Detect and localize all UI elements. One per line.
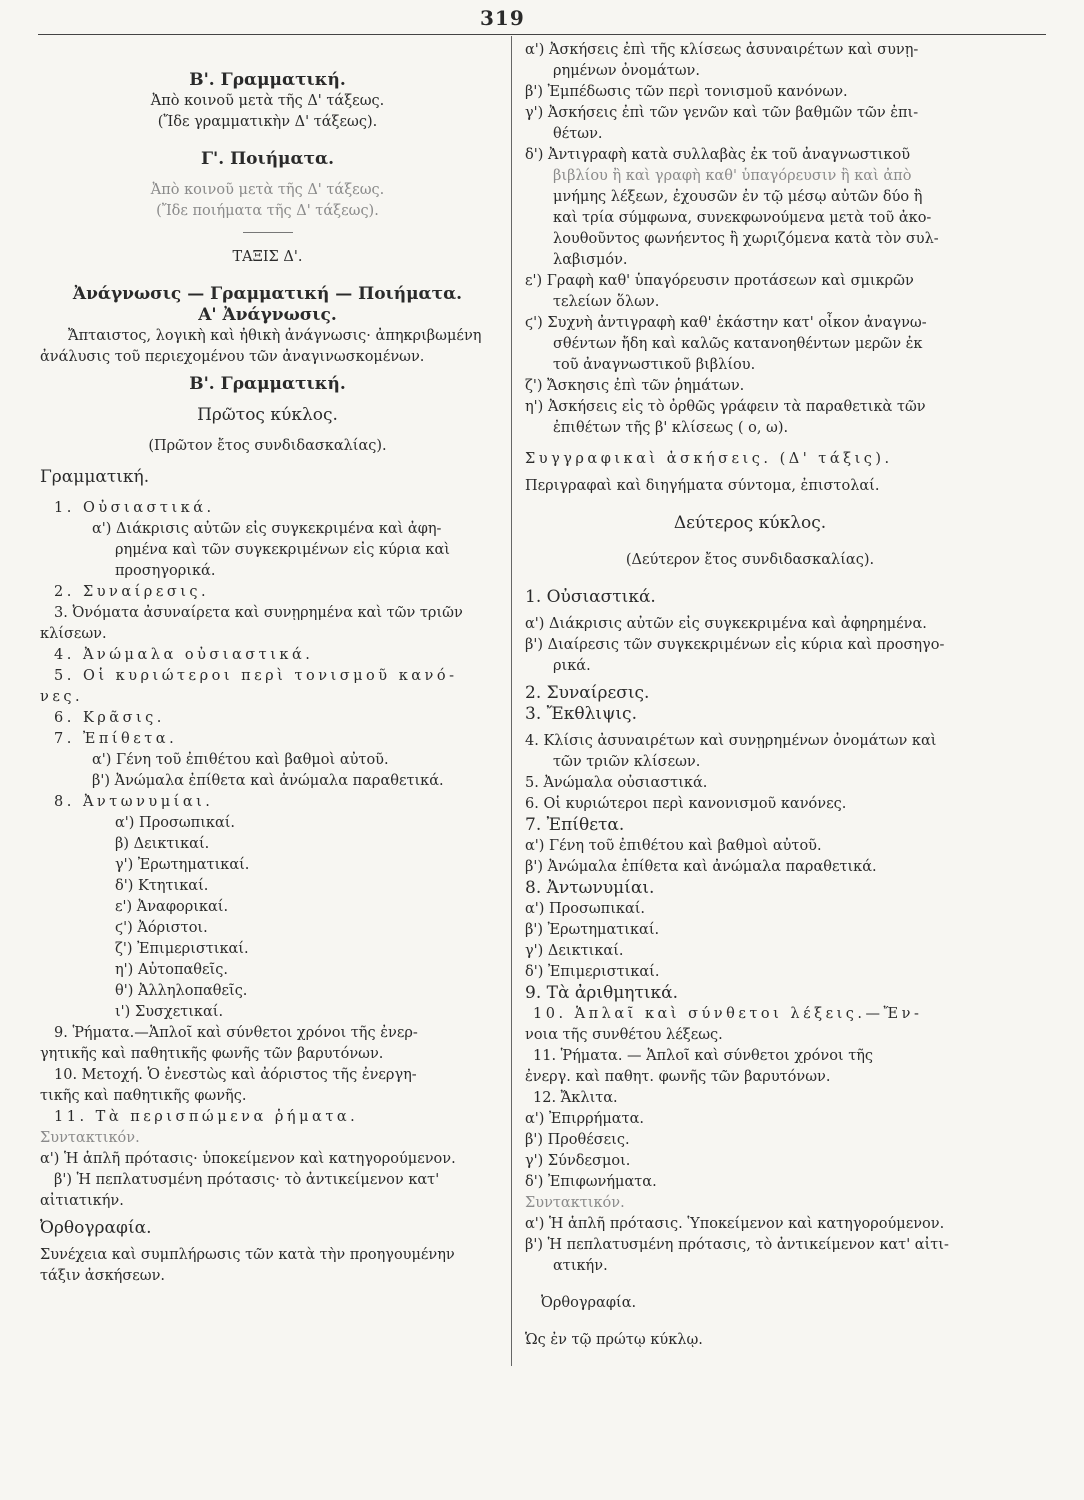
- list-item: α') Ἡ ἁπλῆ πρότασις· ὑποκείμενον καὶ κατηγορούμενον.: [40, 1151, 456, 1167]
- cycle-heading: Δεύτερος κύκλος.: [673, 513, 827, 533]
- list-item: ρικά.: [553, 658, 591, 674]
- subheading: Ὀρθογραφία.: [541, 1295, 637, 1311]
- list-item: γ') Σύνδεσμοι.: [525, 1153, 631, 1169]
- cycle-heading: Πρῶτος κύκλος.: [197, 405, 338, 425]
- list-item: προσηγορικά.: [115, 563, 216, 579]
- list-item: δ') Ἐπιμεριστικαί.: [525, 964, 660, 980]
- list-item: 9. Τὰ ἀριθμητικά.: [525, 983, 679, 1003]
- list-item: 6. Κρᾶσις.: [54, 710, 165, 726]
- list-item: 10. Ἁπλαῖ καὶ σύνθετοι λέξεις.—Ἔν-: [533, 1006, 923, 1022]
- list-item: ϛ') Συχνὴ ἀντιγραφὴ καθ' ἑκάστην κατ' οἶκον ἀναγνω-: [525, 315, 927, 331]
- list-item: σθέντων ἤδη καὶ καλῶς κατανοηθέντων μερῶν ἐκ: [553, 336, 923, 352]
- list-item: 6. Οἱ κυριώτεροι περὶ κανονισμοῦ κανόνες.: [525, 796, 847, 812]
- list-item: 8. Ἀντωνυμίαι.: [525, 878, 655, 898]
- list-item: μνήμης λέξεων, ἐχουσῶν ἐν τῷ μέσῳ αὐτῶν δύο ἢ: [553, 189, 923, 205]
- list-item: α') Γένη τοῦ ἐπιθέτου καὶ βαθμοὶ αὐτοῦ.: [525, 838, 822, 854]
- list-item: 11. Ῥήματα. — Ἁπλοῖ καὶ σύνθετοι χρόνοι τῆς: [533, 1048, 874, 1064]
- list-item: α') Διάκρισις αὐτῶν εἰς συγκεκριμένα καὶ ἀφη-: [92, 521, 442, 537]
- list-item: δ') Ἀντιγραφὴ κατὰ συλλαβὰς ἐκ τοῦ ἀναγνωστικοῦ: [525, 147, 911, 163]
- list-item: ζ') Ἄσκησις ἐπὶ τῶν ῥημάτων.: [525, 378, 745, 394]
- list-item: καὶ τρία σύμφωνα, συνεκφωνούμενα μετὰ τοῦ ἀκο-: [553, 210, 932, 226]
- list-item: 2. Συναίρεσις.: [525, 683, 650, 703]
- list-item: β') Ἐμπέδωσις τῶν περὶ τονισμοῦ κανόνων.: [525, 84, 848, 100]
- list-item: β') Ἐρωτηματικαί.: [525, 922, 660, 938]
- list-item: γητικῆς καὶ παθητικῆς φωνῆς τῶν βαρυτόνων.: [40, 1046, 384, 1062]
- text-line: ἀνάλυσις τοῦ περιεχομένου τῶν ἀναγινωσκομένων.: [40, 349, 425, 365]
- list-item: β') Ἀνώμαλα ἐπίθετα καὶ ἀνώμαλα παραθετικά.: [525, 859, 877, 875]
- list-item: ϛ') Ἀόριστοι.: [115, 920, 208, 936]
- list-item: 1. Οὐσιαστικά.: [54, 500, 215, 516]
- text-line: Συνέχεια καὶ συμπλήρωσις τῶν κατὰ τὴν προηγουμένην: [40, 1247, 455, 1263]
- list-item: ρημένα καὶ τῶν συγκεκριμένων εἰς κύρια καὶ: [115, 542, 450, 558]
- text-line: (Ἴδε γραμματικὴν Δ' τάξεως).: [157, 114, 378, 130]
- list-item: α') Ἐπιρρήματα.: [525, 1111, 645, 1127]
- page-number: 319: [480, 6, 525, 30]
- text-line: (Πρῶτον ἔτος συνδιδασκαλίας).: [148, 438, 387, 454]
- section-divider: [243, 232, 293, 233]
- list-item: 3. Ἔκθλιψις.: [525, 704, 637, 724]
- list-item: τελείων ὅλων.: [553, 294, 660, 310]
- section-heading: Β'. Γραμματική.: [189, 70, 346, 90]
- header-rule: [38, 34, 1046, 35]
- list-item: β') Ἡ πεπλατυσμένη πρότασις, τὸ ἀντικείμενον κατ' αἰτι-: [525, 1237, 949, 1253]
- list-item: η') Ἀσκήσεις εἰς τὸ ὀρθῶς γράφειν τὰ παραθετικὰ τῶν: [525, 399, 926, 415]
- section-heading: Α' Ἀνάγνωσις.: [198, 305, 337, 325]
- list-item: α') Προσωπικαί.: [115, 815, 236, 831]
- list-item: θέτων.: [553, 126, 603, 142]
- list-item: 5. Οἱ κυριώτεροι περὶ τονισμοῦ κανό-: [54, 668, 458, 684]
- list-item: β) Δεικτικαί.: [115, 836, 210, 852]
- text-line: Ἄπταιστος, λογικὴ καὶ ἠθικὴ ἀνάγνωσις· ἀπηκριβωμένη: [68, 328, 482, 344]
- text-line: (Ἴδε ποιήματα τῆς Δ' τάξεως).: [156, 203, 379, 219]
- list-item: 8. Ἀντωνυμίαι.: [54, 794, 214, 810]
- list-item: 4. Ἀνώμαλα οὐσιαστικά.: [54, 647, 314, 663]
- list-item: 7. Ἐπίθετα.: [54, 731, 178, 747]
- list-item: γ') Δεικτικαί.: [525, 943, 624, 959]
- list-item: ε') Ἀναφορικαί.: [115, 899, 229, 915]
- section-heading: Γ'. Ποιήματα.: [200, 149, 335, 169]
- list-item: λουθοῦντος φωνήεντος ἢ χωριζόμενα κατὰ τὸν συλ-: [553, 231, 939, 247]
- text-line: Ἀπὸ κοινοῦ μετὰ τῆς Δ' τάξεως.: [150, 182, 385, 198]
- list-item: νοια τῆς συνθέτου λέξεως.: [525, 1027, 723, 1043]
- list-item: β') Προθέσεις.: [525, 1132, 630, 1148]
- list-item: α') Διάκρισις αὐτῶν εἰς συγκεκριμένα καὶ ἀφηρημένα.: [525, 616, 927, 632]
- subheading: Συντακτικόν.: [40, 1130, 140, 1146]
- left-column: [40, 40, 495, 1287]
- column-divider: [511, 36, 512, 1366]
- text-line: (Δεύτερον ἔτος συνδιδασκαλίας).: [625, 552, 875, 568]
- text-line: Ἀπὸ κοινοῦ μετὰ τῆς Δ' τάξεως.: [150, 93, 385, 109]
- list-item: βιβλίου ἢ καὶ γραφὴ καθ' ὑπαγόρευσιν ἢ καὶ ἀπὸ: [553, 168, 912, 184]
- list-item: β') Ἀνώμαλα ἐπίθετα καὶ ἀνώμαλα παραθετικά.: [92, 773, 444, 789]
- subheading: Συγγραφικαὶ ἀσκήσεις. (Δ' τάξις).: [525, 451, 893, 467]
- list-item: κλίσεων.: [40, 626, 107, 642]
- list-item: β') Ἡ πεπλατυσμένη πρότασις· τὸ ἀντικείμενον κατ': [54, 1172, 440, 1188]
- subheading: Γραμματική.: [40, 467, 150, 487]
- subheading: Ὀρθογραφία.: [40, 1218, 152, 1238]
- list-item: 3. Ὀνόματα ἀσυναίρετα καὶ συνῃρημένα καὶ τῶν τριῶν: [54, 605, 463, 621]
- list-item: ε') Γραφὴ καθ' ὑπαγόρευσιν προτάσεων καὶ σμικρῶν: [525, 273, 914, 289]
- list-item: β') Διαίρεσις τῶν συγκεκριμένων εἰς κύρια καὶ προσηγο-: [525, 637, 945, 653]
- list-item: 5. Ἀνώμαλα οὐσιαστικά.: [525, 775, 708, 791]
- list-item: 10. Μετοχή. Ὁ ἐνεστὼς καὶ ἀόριστος τῆς ἐνεργη-: [54, 1067, 417, 1083]
- main-title: Ἀνάγνωσις — Γραμματική — Ποιήματα.: [72, 284, 463, 304]
- list-item: νες.: [40, 689, 84, 705]
- list-item: 2. Συναίρεσις.: [54, 584, 210, 600]
- list-item: δ') Ἐπιφωνήματα.: [525, 1174, 657, 1190]
- right-column: [525, 40, 975, 1351]
- list-item: λαβισμόν.: [553, 252, 628, 268]
- list-item: ἐνεργ. καὶ παθητ. φωνῆς τῶν βαρυτόνων.: [525, 1069, 831, 1085]
- list-item: 1. Οὐσιαστικά.: [525, 587, 656, 607]
- text-line: τάξιν ἀσκήσεων.: [40, 1268, 166, 1284]
- list-item: α') Ἀσκήσεις ἐπὶ τῆς κλίσεως ἀσυναιρέτων καὶ συνῃ-: [525, 42, 919, 58]
- list-item: ἐπιθέτων τῆς β' κλίσεως ( ο, ω).: [553, 420, 789, 436]
- list-item: θ') Ἀλληλοπαθεῖς.: [115, 983, 248, 999]
- list-item: ρημένων ὀνομάτων.: [553, 63, 700, 79]
- list-item: ζ') Ἐπιμεριστικαί.: [115, 941, 249, 957]
- list-item: 9. Ῥήματα.—Ἁπλοῖ καὶ σύνθετοι χρόνοι τῆς ἐνερ-: [54, 1025, 418, 1041]
- list-item: 4. Κλίσις ἀσυναιρέτων καὶ συνῃρημένων ὀνομάτων καὶ: [525, 733, 937, 749]
- list-item: ι') Συσχετικαί.: [115, 1004, 224, 1020]
- list-item: α') Ἡ ἁπλῆ πρότασις. Ὑποκείμενον καὶ κατηγορούμενον.: [525, 1216, 945, 1232]
- section-heading: Β'. Γραμματική.: [189, 374, 346, 394]
- text-line: Περιγραφαὶ καὶ διηγήματα σύντομα, ἐπιστολαί.: [525, 478, 880, 494]
- list-item: αἰτιατικήν.: [40, 1193, 124, 1209]
- list-item: 7. Ἐπίθετα.: [525, 815, 625, 835]
- list-item: γ') Ἀσκήσεις ἐπὶ τῶν γενῶν καὶ τῶν βαθμῶν τῶν ἐπι-: [525, 105, 919, 121]
- list-item: τοῦ ἀναγνωστικοῦ βιβλίου.: [553, 357, 756, 373]
- list-item: γ') Ἐρωτηματικαί.: [115, 857, 250, 873]
- list-item: α') Προσωπικαί.: [525, 901, 646, 917]
- list-item: α') Γένη τοῦ ἐπιθέτου καὶ βαθμοὶ αὐτοῦ.: [92, 752, 389, 768]
- class-heading: ΤΑΞΙΣ Δ'.: [232, 249, 303, 265]
- subheading: Συντακτικόν.: [525, 1195, 625, 1211]
- list-item: 11. Τὰ περισπώμενα ῥήματα.: [54, 1109, 359, 1125]
- list-item: τικῆς καὶ παθητικῆς φωνῆς.: [40, 1088, 247, 1104]
- list-item: δ') Κτητικαί.: [115, 878, 209, 894]
- list-item: η') Αὐτοπαθεῖς.: [115, 962, 228, 978]
- text-line: Ὡς ἐν τῷ πρώτῳ κύκλῳ.: [525, 1332, 703, 1348]
- list-item: ατικήν.: [553, 1258, 608, 1274]
- list-item: τῶν τριῶν κλίσεων.: [553, 754, 701, 770]
- list-item: 12. Ἄκλιτα.: [533, 1090, 618, 1106]
